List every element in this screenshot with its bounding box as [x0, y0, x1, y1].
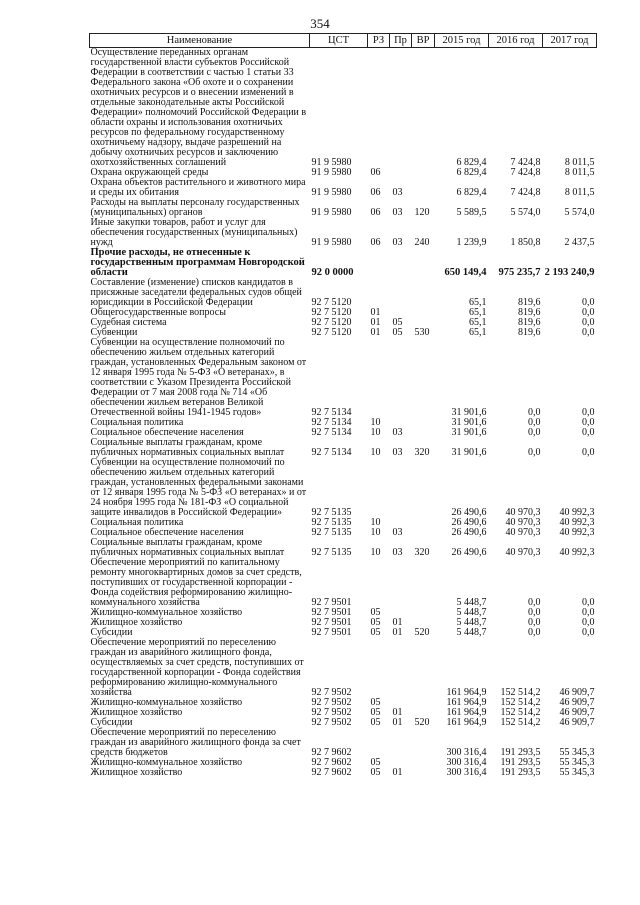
row-pr — [390, 248, 412, 278]
row-2017: 55 345,3 — [559, 757, 595, 768]
row-2017: 8 011,5 — [564, 157, 595, 168]
row-2015: 5 589,5 — [456, 207, 487, 218]
header-2017: 2017 год — [543, 34, 597, 48]
row-pr — [390, 48, 412, 169]
row-rz: 10 — [370, 547, 381, 558]
row-vr — [412, 418, 435, 428]
row-vr: 520 — [414, 627, 430, 638]
row-name: Обеспечение мероприятий по переселению граждан из аварийного жилищного фонда, осуществляемых за счет средств, поступивших от государственной корпорации - Фонда содействия реформированию жилищно-коммунального хозяйства — [90, 637, 304, 698]
row-cst: 91 9 5980 — [311, 187, 352, 198]
row-cst: 91 9 5980 — [311, 157, 352, 168]
header-name: Наименование — [90, 34, 310, 48]
row-2017: 0,0 — [582, 327, 595, 338]
row-2016: 40 970,3 — [505, 517, 541, 528]
row-2017: 0,0 — [582, 617, 595, 628]
row-cst: 92 0 0000 — [311, 267, 354, 278]
row-2017: 55 345,3 — [559, 747, 595, 758]
row-name: Судебная система — [90, 317, 167, 328]
row-cst: 92 7 5134 — [311, 447, 352, 458]
row-pr: 03 — [392, 427, 403, 438]
row-name: Социальное обеспечение населения — [90, 427, 244, 438]
row-2016: 7 424,8 — [510, 167, 541, 178]
header-cst: ЦСТ — [310, 34, 368, 48]
row-cst: 92 7 5134 — [311, 407, 352, 418]
row-2016: 40 970,3 — [505, 527, 541, 538]
row-cst: 92 7 5120 — [311, 317, 352, 328]
row-rz: 05 — [370, 767, 381, 778]
row-vr — [412, 608, 435, 618]
table-row — [90, 338, 597, 418]
row-2016: 7 424,8 — [510, 157, 541, 168]
row-2017: 0,0 — [582, 307, 595, 318]
row-2017: 0,0 — [582, 417, 595, 428]
row-cst: 92 7 9502 — [311, 687, 352, 698]
row-2017: 40 992,3 — [559, 517, 595, 528]
row-2015: 650 149,4 — [444, 267, 487, 278]
row-rz: 10 — [370, 427, 381, 438]
row-2015: 5 448,7 — [456, 597, 487, 608]
row-name: Социальное обеспечение населения — [90, 527, 244, 538]
row-2016: 0,0 — [528, 617, 541, 628]
row-2017: 2 437,5 — [564, 237, 595, 248]
row-rz: 05 — [370, 607, 381, 618]
table-row — [90, 278, 597, 308]
table-row — [90, 638, 597, 698]
row-2017: 0,0 — [582, 597, 595, 608]
row-vr — [412, 698, 435, 708]
row-rz: 10 — [370, 527, 381, 538]
row-cst: 91 9 5980 — [311, 237, 352, 248]
row-2015: 6 829,4 — [456, 167, 487, 178]
row-pr: 03 — [392, 187, 403, 198]
row-rz — [368, 558, 390, 608]
row-vr — [412, 518, 435, 528]
row-2017: 40 992,3 — [559, 527, 595, 538]
row-pr: 03 — [392, 527, 403, 538]
row-name: Обеспечение мероприятий по капитальному ремонту многоквартирных домов за счет средств, поступивших от государственной корпорации - Фонда содействия реформированию жилищно-коммунального хозяйства — [90, 557, 302, 608]
row-pr — [390, 728, 412, 758]
row-2015: 161 964,9 — [446, 697, 487, 708]
row-2015: 65,1 — [469, 297, 487, 308]
header-pr: Пр — [390, 34, 412, 48]
row-2016: 0,0 — [528, 607, 541, 618]
row-rz: 06 — [370, 187, 381, 198]
row-name: Жилищно-коммунальное хозяйство — [90, 757, 243, 768]
row-cst: 92 7 5134 — [311, 427, 352, 438]
row-2015: 65,1 — [469, 327, 487, 338]
row-2017: 5 574,0 — [564, 207, 595, 218]
row-pr: 01 — [392, 617, 403, 628]
row-2015: 1 239,9 — [456, 237, 487, 248]
row-2015: 31 901,6 — [451, 417, 487, 428]
row-2015: 5 448,7 — [456, 607, 487, 618]
table-row — [90, 218, 597, 248]
row-vr: 120 — [414, 207, 430, 218]
row-2015: 26 490,6 — [451, 547, 487, 558]
row-2017: 40 992,3 — [559, 547, 595, 558]
row-2015: 31 901,6 — [451, 447, 487, 458]
row-name: Жилищно-коммунальное хозяйство — [90, 607, 243, 618]
row-rz — [368, 278, 390, 308]
row-2017: 0,0 — [582, 447, 595, 458]
row-cst: 92 7 5120 — [311, 327, 352, 338]
row-pr: 01 — [392, 717, 403, 728]
row-2016: 191 293,5 — [500, 747, 541, 758]
row-rz: 05 — [370, 717, 381, 728]
row-pr: 05 — [392, 317, 403, 328]
row-cst: 92 7 9501 — [311, 617, 352, 628]
row-pr: 05 — [392, 327, 403, 338]
row-pr — [390, 168, 412, 178]
row-rz: 05 — [370, 627, 381, 638]
row-pr: 03 — [392, 237, 403, 248]
row-vr — [412, 48, 435, 169]
row-rz — [368, 248, 390, 278]
row-cst: 91 9 5980 — [311, 207, 352, 218]
row-2016: 819,6 — [518, 307, 541, 318]
row-vr — [412, 768, 435, 778]
table-row — [90, 438, 597, 458]
row-cst: 92 7 9501 — [311, 627, 352, 638]
row-cst: 92 7 5135 — [311, 507, 352, 518]
row-cst: 92 7 5120 — [311, 297, 352, 308]
row-cst: 92 7 5135 — [311, 527, 352, 538]
row-vr — [412, 248, 435, 278]
row-pr — [390, 558, 412, 608]
row-vr — [412, 178, 435, 198]
row-vr — [412, 308, 435, 318]
row-2016: 152 514,2 — [500, 717, 541, 728]
row-cst: 92 7 9501 — [311, 607, 352, 618]
table-row — [90, 458, 597, 518]
header-2015: 2015 год — [435, 34, 489, 48]
row-cst: 92 7 9602 — [311, 747, 352, 758]
header-2016: 2016 год — [489, 34, 543, 48]
row-cst: 92 7 5135 — [311, 547, 352, 558]
row-cst: 92 7 9502 — [311, 697, 352, 708]
row-2015: 65,1 — [469, 307, 487, 318]
row-2015: 26 490,6 — [451, 527, 487, 538]
row-2015: 31 901,6 — [451, 407, 487, 418]
table-row — [90, 178, 597, 198]
row-vr: 530 — [414, 327, 430, 338]
table-row — [90, 48, 597, 169]
row-name: Охрана окружающей среды — [90, 167, 209, 178]
row-vr — [412, 278, 435, 308]
row-rz: 05 — [370, 617, 381, 628]
row-2015: 300 316,4 — [446, 767, 487, 778]
row-2016: 40 970,3 — [505, 507, 541, 518]
row-2015: 161 964,9 — [446, 687, 487, 698]
row-vr — [412, 428, 435, 438]
row-2016: 819,6 — [518, 297, 541, 308]
row-name: Жилищное хозяйство — [90, 617, 183, 628]
row-2016: 191 293,5 — [500, 767, 541, 778]
row-2017: 0,0 — [582, 607, 595, 618]
row-2015: 161 964,9 — [446, 707, 487, 718]
row-2017: 0,0 — [582, 407, 595, 418]
row-pr — [390, 278, 412, 308]
row-2016: 0,0 — [528, 407, 541, 418]
row-name: Субвенции на осуществление полномочий по обеспечению жильем отдельных категорий граждан, установленных федеральными законами от 12 января 1995 года № 5-ФЗ «О ветеранах» и от 24 ноября 1995 года № 181-ФЗ «О социальной защите инвалидов в Российской Федерации» — [90, 457, 307, 518]
row-2015: 26 490,6 — [451, 507, 487, 518]
row-rz: 06 — [370, 237, 381, 248]
row-name: Социальная политика — [90, 517, 184, 528]
row-cst: 92 7 5134 — [311, 417, 352, 428]
row-name: Жилищно-коммунальное хозяйство — [90, 697, 243, 708]
row-2016: 152 514,2 — [500, 687, 541, 698]
table-row — [90, 728, 597, 758]
row-2015: 161 964,9 — [446, 717, 487, 728]
row-pr: 03 — [392, 547, 403, 558]
row-2017: 55 345,3 — [559, 767, 595, 778]
row-2017: 8 011,5 — [564, 187, 595, 198]
row-vr: 520 — [414, 717, 430, 728]
row-2016: 40 970,3 — [505, 547, 541, 558]
row-name: Прочие расходы, не отнесенные к государственным программам Новгородской области — [90, 247, 305, 278]
row-vr — [412, 528, 435, 538]
row-2015: 65,1 — [469, 317, 487, 328]
row-2016: 191 293,5 — [500, 757, 541, 768]
row-cst: 92 7 9501 — [311, 597, 352, 608]
row-2015: 6 829,4 — [456, 187, 487, 198]
row-2015: 300 316,4 — [446, 747, 487, 758]
row-vr — [412, 168, 435, 178]
row-rz: 01 — [370, 317, 381, 328]
row-rz: 10 — [370, 417, 381, 428]
row-name: Субвенции на осуществление полномочий по обеспечению жильем отдельных категорий граждан, установленных Федеральным законом от 12 января 1995 года № 5-ФЗ «О ветеранах», в соответствии с Указом Президента Российской Федерации от 7 мая 2008 года № 714 «Об обеспечении жильем ветеранов Великой Отечественной войны 1941-1945 годов» — [90, 337, 307, 418]
row-2016: 1 850,8 — [510, 237, 541, 248]
row-pr: 03 — [392, 207, 403, 218]
row-2015: 5 448,7 — [456, 617, 487, 628]
row-name: Социальные выплаты гражданам, кроме публичных нормативных социальных выплат — [90, 437, 285, 458]
row-2017: 46 909,7 — [559, 697, 595, 708]
row-2016: 0,0 — [528, 597, 541, 608]
row-rz — [368, 638, 390, 698]
row-2015: 26 490,6 — [451, 517, 487, 528]
row-name: Осуществление переданных органам государственной власти субъектов Российской Федерации в соответствии с частью 1 статьи 33 Федерального закона «Об охоте и о сохранении охотничьих ресурсов и о внесении изменений в отдельные законодательные акты Российской Федерации» полномочий Российской Федерации в области охраны и использования охотничьих ресурсов по федеральному государственному охотничьему надзору, выдаче разрешений на добычу охотничьих ресурсов и заключению охотхозяйственных соглашений — [90, 47, 307, 168]
row-2017: 0,0 — [582, 427, 595, 438]
row-rz — [368, 48, 390, 169]
row-2017: 0,0 — [582, 317, 595, 328]
table-header — [90, 34, 597, 48]
row-cst: 91 9 5980 — [311, 167, 352, 178]
row-vr — [412, 638, 435, 698]
table-body — [90, 48, 597, 779]
row-2016: 0,0 — [528, 427, 541, 438]
row-2016: 819,6 — [518, 327, 541, 338]
row-name: Жилищное хозяйство — [90, 707, 183, 718]
row-rz: 05 — [370, 707, 381, 718]
row-rz: 10 — [370, 517, 381, 528]
table-row — [90, 248, 597, 278]
row-name: Обеспечение мероприятий по переселению граждан из аварийного жилищного фонда за счет средств бюджетов — [90, 727, 301, 758]
row-cst: 92 7 9502 — [311, 707, 352, 718]
row-name: Социальная политика — [90, 417, 184, 428]
row-vr — [412, 458, 435, 518]
row-2017: 46 909,7 — [559, 707, 595, 718]
row-2016: 975 235,7 — [498, 267, 541, 278]
row-pr: 01 — [392, 767, 403, 778]
row-name: Жилищное хозяйство — [90, 767, 183, 778]
row-cst: 92 7 9602 — [311, 767, 352, 778]
row-2017: 0,0 — [582, 297, 595, 308]
row-name: Иные закупки товаров, работ и услуг для обеспечения государственных (муниципальных) нужд — [90, 217, 298, 248]
row-pr — [390, 458, 412, 518]
row-vr: 240 — [414, 237, 430, 248]
row-2017: 40 992,3 — [559, 507, 595, 518]
row-name: Охрана объектов растительного и животного мира и среды их обитания — [90, 177, 306, 198]
row-2016: 152 514,2 — [500, 707, 541, 718]
row-rz: 01 — [370, 307, 381, 318]
row-name: Расходы на выплаты персоналу государственных (муниципальных) органов — [90, 197, 300, 218]
page-number: 354 — [310, 16, 330, 31]
row-2015: 300 316,4 — [446, 757, 487, 768]
row-2017: 8 011,5 — [564, 167, 595, 178]
row-pr: 01 — [392, 627, 403, 638]
row-2016: 0,0 — [528, 417, 541, 428]
row-cst: 92 7 5135 — [311, 517, 352, 528]
row-2017: 46 909,7 — [559, 687, 595, 698]
row-2015: 31 901,6 — [451, 427, 487, 438]
row-pr: 01 — [392, 707, 403, 718]
row-2015: 5 448,7 — [456, 627, 487, 638]
row-vr — [412, 758, 435, 768]
row-rz — [368, 338, 390, 418]
row-2016: 0,0 — [528, 627, 541, 638]
header-vr: ВР — [412, 34, 435, 48]
row-rz — [368, 728, 390, 758]
row-2017: 0,0 — [582, 627, 595, 638]
row-cst: 92 7 5120 — [311, 307, 352, 318]
row-vr — [412, 728, 435, 758]
row-pr — [390, 338, 412, 418]
row-pr — [390, 638, 412, 698]
row-cst: 92 7 9502 — [311, 717, 352, 728]
header-rz: РЗ — [368, 34, 390, 48]
table-row — [90, 198, 597, 218]
row-rz: 06 — [370, 207, 381, 218]
row-name: Составление (изменение) списков кандидатов в присяжные заседатели федеральных судов общей юрисдикции в Российской Федерации — [90, 277, 302, 308]
row-2016: 5 574,0 — [510, 207, 541, 218]
row-rz: 05 — [370, 757, 381, 768]
table-row — [90, 768, 597, 778]
table-row — [90, 558, 597, 608]
row-2017: 2 193 240,9 — [544, 267, 595, 278]
row-vr — [412, 338, 435, 418]
row-cst: 92 7 9602 — [311, 757, 352, 768]
row-rz: 06 — [370, 167, 381, 178]
row-2016: 152 514,2 — [500, 697, 541, 708]
row-rz: 10 — [370, 447, 381, 458]
budget-table — [89, 33, 597, 778]
row-rz — [368, 458, 390, 518]
row-2016: 819,6 — [518, 317, 541, 328]
row-name: Общегосударственные вопросы — [90, 307, 226, 318]
row-name: Субсидии — [90, 717, 133, 728]
row-rz: 01 — [370, 327, 381, 338]
table-row — [90, 538, 597, 558]
row-2015: 6 829,4 — [456, 157, 487, 168]
row-2016: 7 424,8 — [510, 187, 541, 198]
row-vr: 320 — [414, 447, 430, 458]
row-2016: 0,0 — [528, 447, 541, 458]
row-rz: 05 — [370, 697, 381, 708]
row-vr — [412, 558, 435, 608]
row-pr: 03 — [392, 447, 403, 458]
row-name: Социальные выплаты гражданам, кроме публичных нормативных социальных выплат — [90, 537, 285, 558]
row-vr: 320 — [414, 547, 430, 558]
row-name: Субвенции — [90, 327, 138, 338]
row-name: Субсидии — [90, 627, 133, 638]
row-2017: 46 909,7 — [559, 717, 595, 728]
